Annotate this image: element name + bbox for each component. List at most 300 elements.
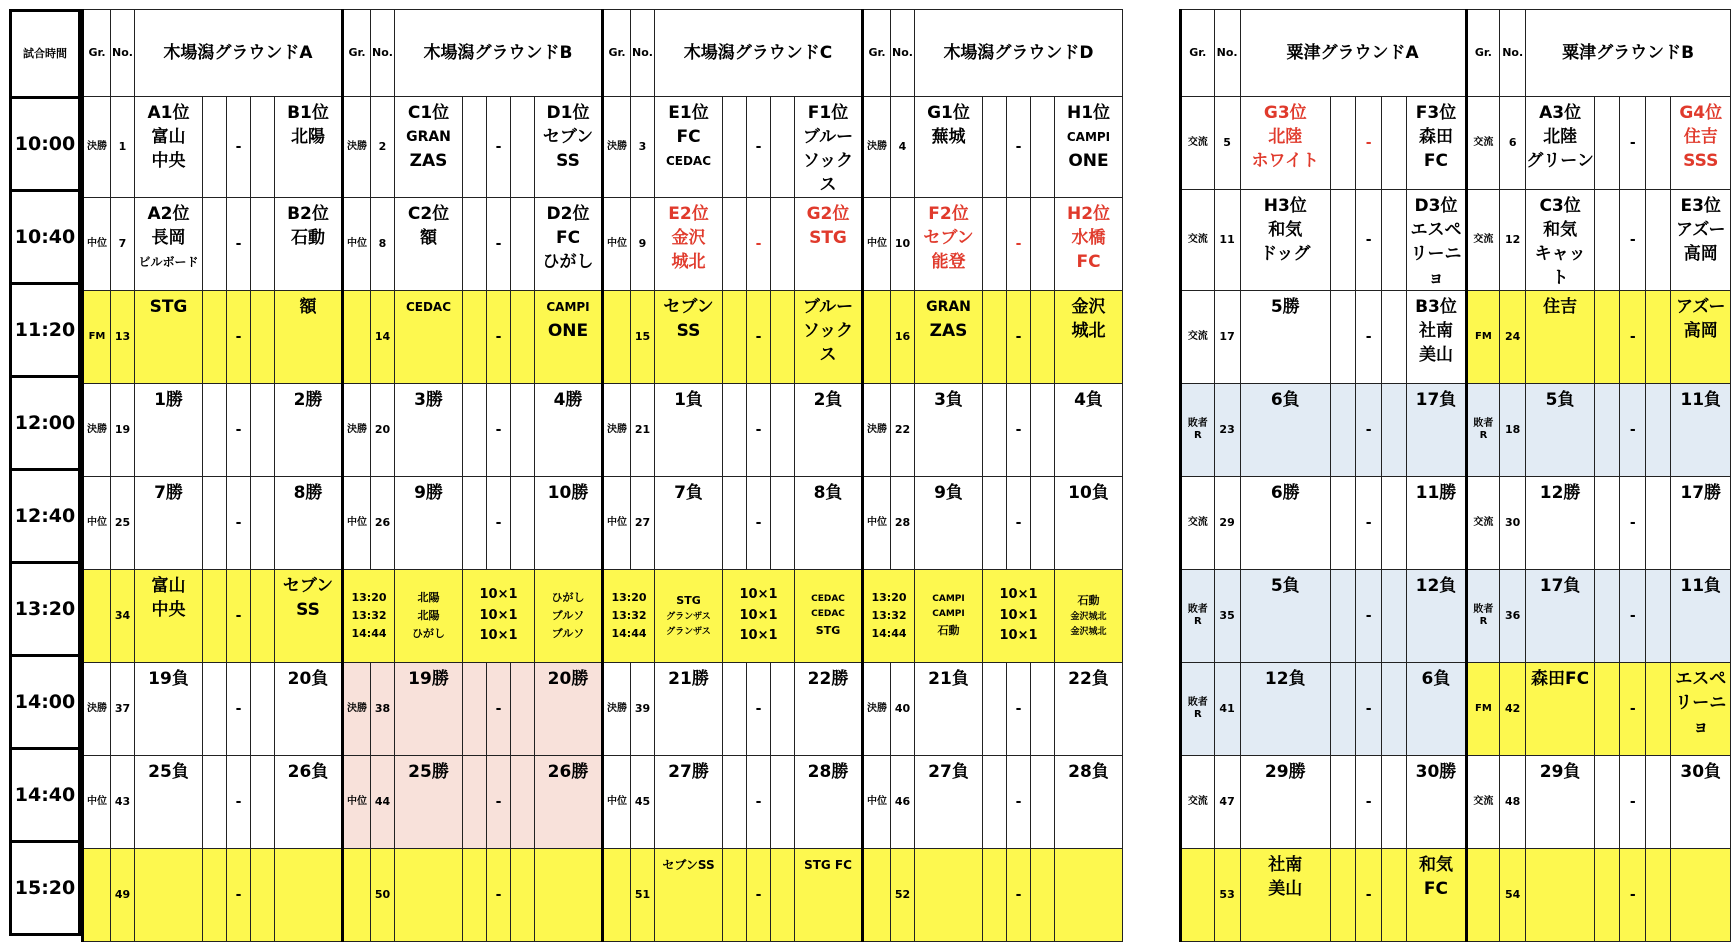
spacer-cell bbox=[251, 849, 275, 942]
home-team bbox=[1526, 97, 1595, 190]
group-cell bbox=[1181, 849, 1215, 942]
score-dash: - bbox=[747, 291, 771, 384]
spacer-cell bbox=[1031, 291, 1055, 384]
away-team-line: 17勝 bbox=[1680, 483, 1722, 503]
away-team-line: 20勝 bbox=[547, 669, 589, 689]
match-number: 36 bbox=[1500, 570, 1526, 663]
match-number: 41 bbox=[1214, 663, 1240, 756]
group-cell: 決勝 bbox=[343, 384, 371, 477]
match-number: 22 bbox=[891, 384, 915, 477]
away-team-line: 住吉 bbox=[1683, 127, 1718, 147]
no-header: No. bbox=[371, 10, 395, 97]
away-team bbox=[795, 663, 863, 756]
away-team-line: E3位 bbox=[1680, 196, 1721, 216]
match-number: 44 bbox=[371, 756, 395, 849]
away-team bbox=[1671, 663, 1731, 756]
schedule-row-awazu bbox=[1181, 756, 1731, 849]
group-cell: 決勝 bbox=[603, 97, 631, 198]
away-team bbox=[795, 291, 863, 384]
away-team-line: ソックス bbox=[802, 151, 854, 195]
schedule-row bbox=[81, 291, 1123, 384]
away-team bbox=[1407, 190, 1466, 291]
home-team bbox=[655, 291, 723, 384]
spacer-cell bbox=[1595, 849, 1620, 942]
home-team-line: 21負 bbox=[928, 669, 969, 689]
home-team bbox=[1240, 384, 1330, 477]
home-team-line: 北陸 bbox=[1543, 127, 1578, 147]
spacer-cell bbox=[1031, 756, 1055, 849]
home-team-line: A3位 bbox=[1539, 103, 1582, 123]
score-dash: - bbox=[1620, 291, 1646, 384]
away-team-line: ソックス bbox=[802, 321, 854, 365]
spacer-cell bbox=[723, 198, 747, 291]
spacer-cell bbox=[1595, 477, 1620, 570]
group-cell: 決勝 bbox=[343, 663, 371, 756]
away-team-line: H1位 bbox=[1066, 103, 1111, 123]
away-team-line: 10勝 bbox=[547, 483, 589, 503]
away-team-line: STG bbox=[809, 228, 847, 248]
away-team-line: アズー bbox=[1675, 220, 1726, 240]
spacer-cell bbox=[1031, 477, 1055, 570]
match-number: 21 bbox=[631, 384, 655, 477]
away-team-line: 美山 bbox=[1418, 345, 1453, 365]
group-cell: 決勝 bbox=[603, 384, 631, 477]
spacer-cell bbox=[983, 663, 1007, 756]
gr-header: Gr. bbox=[83, 10, 111, 97]
away-team-line: SS bbox=[556, 151, 580, 171]
mini-time: 13:32 bbox=[351, 608, 387, 622]
schedule-row-awazu bbox=[1181, 570, 1731, 663]
away-team-line: ONE bbox=[547, 321, 589, 341]
away-team-line: 6負 bbox=[1421, 669, 1451, 689]
spacer-cell bbox=[1331, 663, 1356, 756]
home-team-line: 29勝 bbox=[1264, 762, 1306, 782]
home-team-line: 7勝 bbox=[154, 483, 183, 503]
spacer-cell bbox=[983, 198, 1007, 291]
away-team-line: 30負 bbox=[1680, 762, 1722, 782]
away-team bbox=[1055, 291, 1123, 384]
match-number: 52 bbox=[891, 849, 915, 942]
spacer-cell bbox=[1646, 570, 1671, 663]
spacer-cell bbox=[1331, 97, 1356, 190]
mini-score: 10×1 bbox=[739, 607, 778, 623]
group-cell: 中位 bbox=[343, 756, 371, 849]
home-team bbox=[395, 291, 463, 384]
away-team bbox=[275, 97, 343, 198]
group-cell: 交流 bbox=[1466, 190, 1500, 291]
home-team-line: 19勝 bbox=[408, 669, 449, 689]
match-number: 1 bbox=[111, 97, 135, 198]
match-number: 43 bbox=[111, 756, 135, 849]
match-number: 27 bbox=[631, 477, 655, 570]
score-dash: - bbox=[1007, 849, 1031, 942]
away-team bbox=[1055, 756, 1123, 849]
home-team bbox=[1526, 756, 1595, 849]
gr-header: Gr. bbox=[343, 10, 371, 97]
score-dash: - bbox=[1007, 477, 1031, 570]
spacer-cell bbox=[1331, 384, 1356, 477]
home-team-line: 21勝 bbox=[668, 669, 709, 689]
match-number: 37 bbox=[111, 663, 135, 756]
spacer-cell bbox=[251, 570, 275, 663]
score-dash: - bbox=[1620, 477, 1646, 570]
away-team-line: H2位 bbox=[1066, 204, 1111, 224]
spacer-cell bbox=[1381, 477, 1406, 570]
spacer-cell bbox=[511, 756, 535, 849]
spacer-cell bbox=[251, 756, 275, 849]
spacer-cell bbox=[1381, 291, 1406, 384]
spacer-cell bbox=[1646, 384, 1671, 477]
away-team bbox=[535, 849, 603, 942]
away-team-line: STG FC bbox=[804, 858, 852, 872]
home-team bbox=[655, 97, 723, 198]
home-team-line: 5負 bbox=[1270, 576, 1300, 596]
match-number: 6 bbox=[1500, 97, 1526, 190]
match-time: 12:00 bbox=[11, 377, 80, 470]
match-time: 11:20 bbox=[11, 284, 80, 377]
group-cell bbox=[863, 291, 891, 384]
away-team-line: D3位 bbox=[1414, 196, 1458, 216]
spacer-cell bbox=[771, 849, 795, 942]
away-team bbox=[795, 477, 863, 570]
home-team bbox=[1240, 97, 1330, 190]
group-cell: 交流 bbox=[1466, 97, 1500, 190]
match-number: 16 bbox=[891, 291, 915, 384]
group-cell: 交流 bbox=[1181, 97, 1215, 190]
spacer-cell bbox=[1595, 384, 1620, 477]
home-team-line: G3位 bbox=[1263, 103, 1307, 123]
spacer-cell bbox=[1031, 663, 1055, 756]
home-team-line: 29負 bbox=[1539, 762, 1581, 782]
group-cell: 交流 bbox=[1181, 291, 1215, 384]
away-team bbox=[1407, 849, 1466, 942]
spacer-cell bbox=[203, 384, 227, 477]
away-team-line: F1位 bbox=[807, 103, 849, 123]
home-team bbox=[135, 849, 203, 942]
mini-away-line: CEDAC bbox=[811, 608, 845, 619]
score-dash: - bbox=[1007, 97, 1031, 198]
score-dash: - bbox=[487, 477, 511, 570]
away-team-line: 8負 bbox=[813, 483, 843, 503]
spacer-cell bbox=[251, 97, 275, 198]
home-team-line: 25負 bbox=[148, 762, 189, 782]
home-team-line: ビルボード bbox=[138, 255, 199, 269]
away-team-line: 22勝 bbox=[807, 669, 849, 689]
spacer-cell bbox=[203, 198, 227, 291]
spacer-cell bbox=[251, 291, 275, 384]
match-number: 38 bbox=[371, 663, 395, 756]
mini-scores bbox=[983, 570, 1055, 663]
mini-away bbox=[535, 570, 603, 663]
away-team-line: 17負 bbox=[1415, 390, 1457, 410]
home-team-line: 5勝 bbox=[1270, 297, 1300, 317]
schedule-row-awazu bbox=[1181, 849, 1731, 942]
score-dash: - bbox=[487, 198, 511, 291]
spacer-cell bbox=[463, 663, 487, 756]
score-dash: - bbox=[1007, 291, 1031, 384]
group-cell: 交流 bbox=[1181, 477, 1215, 570]
score-dash: - bbox=[1356, 663, 1382, 756]
home-team-line: 19負 bbox=[148, 669, 189, 689]
home-team-line: CEDAC bbox=[405, 300, 452, 314]
away-team-line: 社南 bbox=[1418, 321, 1453, 341]
spacer-cell bbox=[771, 291, 795, 384]
mini-away-line: ブルソ bbox=[551, 608, 585, 622]
away-team bbox=[1055, 663, 1123, 756]
home-team-line: 12勝 bbox=[1539, 483, 1581, 503]
score-dash: - bbox=[1356, 291, 1382, 384]
home-team bbox=[655, 477, 723, 570]
group-cell bbox=[343, 291, 371, 384]
home-team-line: ZAS bbox=[409, 151, 448, 171]
mini-away bbox=[795, 570, 863, 663]
score-dash: - bbox=[747, 756, 771, 849]
spacer-cell bbox=[463, 384, 487, 477]
home-team-line: F2位 bbox=[928, 204, 969, 224]
home-team bbox=[1526, 291, 1595, 384]
group-cell bbox=[83, 849, 111, 942]
away-team-line: 額 bbox=[299, 297, 317, 317]
home-team bbox=[1526, 849, 1595, 942]
group-cell bbox=[603, 291, 631, 384]
away-team-line: 城北 bbox=[1071, 321, 1106, 341]
score-dash: - bbox=[1356, 756, 1382, 849]
spacer-cell bbox=[771, 756, 795, 849]
away-team-line: アズー bbox=[1675, 297, 1726, 317]
group-cell: 交流 bbox=[1181, 190, 1215, 291]
home-team-line: 9負 bbox=[934, 483, 963, 503]
group-cell: 決勝 bbox=[83, 97, 111, 198]
away-team-line: 和気FC bbox=[1418, 855, 1453, 899]
mini-home-line: 北陽 bbox=[417, 590, 440, 604]
home-team-line: 北陸 bbox=[1268, 127, 1303, 147]
gr-header: Gr. bbox=[863, 10, 891, 97]
away-team-line: 高岡 bbox=[1683, 244, 1718, 264]
away-team bbox=[1671, 570, 1731, 663]
group-cell: FM bbox=[1466, 291, 1500, 384]
home-team bbox=[135, 384, 203, 477]
spacer-cell bbox=[251, 198, 275, 291]
match-number: 3 bbox=[631, 97, 655, 198]
spacer-cell bbox=[511, 849, 535, 942]
home-team bbox=[395, 849, 463, 942]
match-number: 46 bbox=[891, 756, 915, 849]
away-team-line: SSS bbox=[1683, 151, 1719, 171]
home-team-line: 3勝 bbox=[414, 390, 443, 410]
home-team bbox=[395, 477, 463, 570]
spacer-cell bbox=[983, 291, 1007, 384]
away-team-line: B1位 bbox=[287, 103, 329, 123]
group-cell bbox=[83, 570, 111, 663]
mini-score: 10×1 bbox=[999, 628, 1038, 644]
away-team bbox=[795, 849, 863, 942]
group-cell: 交流 bbox=[1466, 756, 1500, 849]
group-cell: 敗者 R bbox=[1181, 570, 1215, 663]
no-header: No. bbox=[111, 10, 135, 97]
home-team-line: A1位 bbox=[147, 103, 190, 123]
home-team bbox=[1240, 849, 1330, 942]
spacer-cell bbox=[1595, 97, 1620, 190]
score-dash: - bbox=[227, 97, 251, 198]
group-cell bbox=[863, 849, 891, 942]
match-time: 14:40 bbox=[11, 749, 80, 842]
schedule-row bbox=[81, 849, 1123, 942]
score-dash: - bbox=[227, 756, 251, 849]
away-team bbox=[1407, 570, 1466, 663]
group-cell: 決勝 bbox=[603, 663, 631, 756]
score-dash: - bbox=[487, 663, 511, 756]
no-header: No. bbox=[1214, 10, 1240, 97]
gr-header: Gr. bbox=[1181, 10, 1215, 97]
score-dash: - bbox=[1356, 97, 1382, 190]
score-dash: - bbox=[487, 384, 511, 477]
spacer-cell bbox=[251, 384, 275, 477]
group-cell: 決勝 bbox=[83, 663, 111, 756]
spacer-cell bbox=[1646, 291, 1671, 384]
away-team-line: セブン bbox=[542, 127, 594, 147]
match-number: 18 bbox=[1500, 384, 1526, 477]
spacer-cell bbox=[203, 849, 227, 942]
spacer-cell bbox=[511, 291, 535, 384]
spacer-cell bbox=[983, 756, 1007, 849]
home-team-line: STG bbox=[149, 297, 188, 317]
away-team bbox=[1055, 198, 1123, 291]
spacer-cell bbox=[511, 477, 535, 570]
gr-header: Gr. bbox=[1466, 10, 1500, 97]
mini-home-line: 北陽 bbox=[417, 608, 440, 622]
mini-home-line: グランザス bbox=[666, 612, 711, 623]
away-team-line: 2勝 bbox=[293, 390, 323, 410]
mini-scores bbox=[463, 570, 535, 663]
mini-score: 10×1 bbox=[999, 586, 1038, 602]
no-header: No. bbox=[631, 10, 655, 97]
mini-away-line: 石動 bbox=[1077, 594, 1100, 608]
home-team-line: ホワイト bbox=[1251, 151, 1320, 171]
away-team-line: FC bbox=[555, 228, 581, 248]
spacer-cell bbox=[463, 849, 487, 942]
home-team-line: ZAS bbox=[929, 321, 968, 341]
spacer-cell bbox=[1381, 97, 1406, 190]
home-team bbox=[655, 384, 723, 477]
away-team bbox=[1407, 477, 1466, 570]
spacer-cell bbox=[1381, 756, 1406, 849]
mini-away-line: ブルソ bbox=[551, 627, 585, 641]
spacer-cell bbox=[1595, 190, 1620, 291]
match-number: 4 bbox=[891, 97, 915, 198]
home-team bbox=[135, 291, 203, 384]
group-cell: 中位 bbox=[83, 477, 111, 570]
ground-name-awazu-0: 粟津グラウンドA bbox=[1240, 10, 1466, 97]
match-number: 14 bbox=[371, 291, 395, 384]
away-team-line: G4位 bbox=[1679, 103, 1723, 123]
spacer-cell bbox=[1381, 849, 1406, 942]
home-team-line: グリーン bbox=[1526, 151, 1594, 171]
match-number: 35 bbox=[1214, 570, 1240, 663]
away-team bbox=[1671, 477, 1731, 570]
home-team-line: C2位 bbox=[407, 204, 450, 224]
home-team bbox=[1240, 190, 1330, 291]
home-team bbox=[915, 198, 983, 291]
spacer-cell bbox=[1646, 663, 1671, 756]
spacer-cell bbox=[463, 97, 487, 198]
home-team bbox=[1526, 384, 1595, 477]
mini-times bbox=[603, 570, 655, 663]
home-team-line: E2位 bbox=[668, 204, 709, 224]
gr-header: Gr. bbox=[603, 10, 631, 97]
home-team-line: 森田FC bbox=[1531, 669, 1590, 689]
away-team bbox=[275, 756, 343, 849]
home-team-line: FC bbox=[676, 127, 701, 147]
spacer-cell bbox=[1381, 384, 1406, 477]
home-team-line: 長岡 bbox=[151, 228, 186, 248]
schedule-row-awazu bbox=[1181, 477, 1731, 570]
score-dash: - bbox=[487, 756, 511, 849]
away-team bbox=[1671, 190, 1731, 291]
mini-away bbox=[1055, 570, 1123, 663]
group-cell: 中位 bbox=[343, 198, 371, 291]
home-team-line: 和気 bbox=[1268, 220, 1303, 240]
home-team-line: CEDAC bbox=[665, 154, 712, 168]
group-cell bbox=[343, 849, 371, 942]
match-time: 15:20 bbox=[11, 842, 80, 935]
home-team-line: 額 bbox=[420, 228, 437, 248]
mini-score: 10×1 bbox=[739, 586, 778, 602]
home-team-line: 蕪城 bbox=[931, 127, 966, 147]
match-number: 20 bbox=[371, 384, 395, 477]
spacer-cell bbox=[511, 198, 535, 291]
score-dash: - bbox=[227, 663, 251, 756]
mini-home bbox=[655, 570, 723, 663]
spacer-cell bbox=[463, 756, 487, 849]
home-team bbox=[915, 384, 983, 477]
match-number: 25 bbox=[111, 477, 135, 570]
home-team-line: 7負 bbox=[674, 483, 703, 503]
group-cell: 敗者 R bbox=[1466, 570, 1500, 663]
away-team bbox=[1671, 756, 1731, 849]
home-team bbox=[1526, 477, 1595, 570]
away-team bbox=[1671, 849, 1731, 942]
mini-time: 14:44 bbox=[611, 627, 647, 641]
group-cell: 交流 bbox=[1181, 756, 1215, 849]
home-team bbox=[1240, 291, 1330, 384]
away-team-line: 水橋 bbox=[1071, 228, 1106, 248]
ground-name-3: 木場潟グラウンドD bbox=[915, 10, 1123, 97]
match-number: 24 bbox=[1500, 291, 1526, 384]
spacer-cell bbox=[1646, 477, 1671, 570]
mini-time: 13:20 bbox=[871, 590, 907, 604]
schedule-row-awazu bbox=[1181, 190, 1731, 291]
home-team-line: 富山 bbox=[151, 576, 186, 596]
home-team-line: キャット bbox=[1534, 244, 1586, 288]
match-number: 54 bbox=[1500, 849, 1526, 942]
spacer-cell bbox=[203, 570, 227, 663]
mini-away-line: STG bbox=[815, 623, 841, 637]
away-team bbox=[535, 291, 603, 384]
home-team-line: H3位 bbox=[1263, 196, 1307, 216]
group-cell: 決勝 bbox=[343, 97, 371, 198]
mini-away-line: 金沢城北 bbox=[1070, 627, 1107, 638]
group-cell: 中位 bbox=[83, 756, 111, 849]
match-number: 30 bbox=[1500, 477, 1526, 570]
group-cell: FM bbox=[1466, 663, 1500, 756]
match-number: 10 bbox=[891, 198, 915, 291]
match-number: 8 bbox=[371, 198, 395, 291]
score-dash: - bbox=[1356, 190, 1382, 291]
spacer-cell bbox=[1381, 570, 1406, 663]
home-team bbox=[135, 198, 203, 291]
group-cell: 中位 bbox=[603, 477, 631, 570]
away-team-line: 26勝 bbox=[547, 762, 589, 782]
